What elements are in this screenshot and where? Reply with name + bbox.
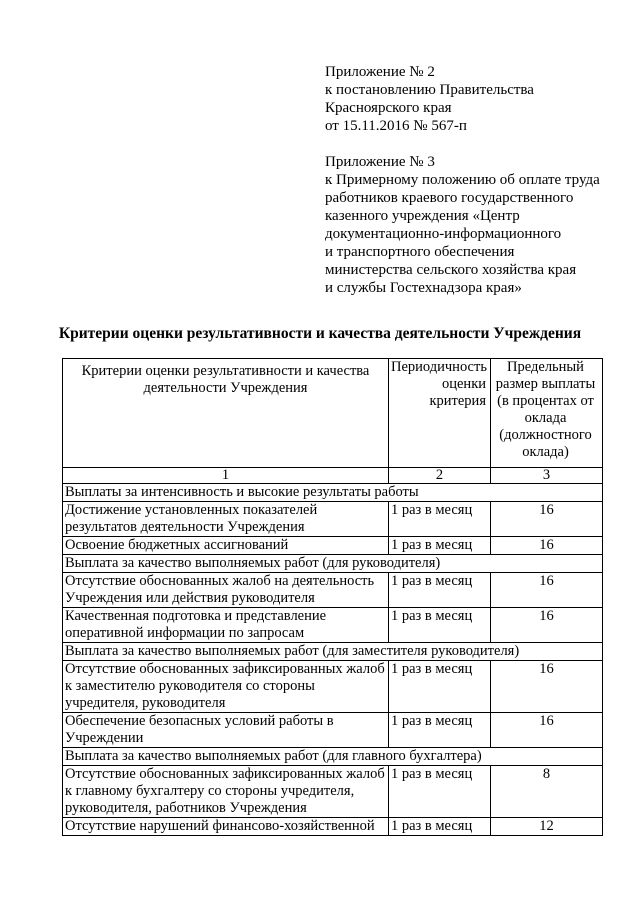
- period-cell: 1 раз в месяц: [389, 537, 491, 555]
- column-number-row: [63, 468, 603, 484]
- table-row: [63, 713, 603, 748]
- annex-3-line: документационно-информационного: [325, 226, 562, 242]
- table-header-row: [63, 359, 603, 468]
- header-periodicity: Периодичность оценки критерия: [389, 359, 491, 468]
- annex-2-line: от 15.11.2016 № 567-п: [325, 118, 467, 134]
- criterion-cell: Достижение установленных показателей результатов деятельности Учреждения: [63, 502, 389, 537]
- period-cell: 1 раз в месяц: [389, 661, 491, 713]
- annex-3-line: к Примерному положению об оплате труда: [325, 172, 600, 188]
- header-criteria: Критерии оценки результативности и качества деятельности Учреждения: [63, 359, 389, 468]
- value-cell: 16: [491, 608, 603, 643]
- header-max-payment: Предельный размер выплаты (в процентах от оклада (должностного оклада): [491, 359, 603, 468]
- value-cell: 16: [491, 502, 603, 537]
- section-title: Выплата за качество выполняемых работ (для заместителя руководителя): [63, 643, 603, 661]
- annex-3-line: казенного учреждения «Центр: [325, 208, 520, 224]
- period-cell: 1 раз в месяц: [389, 766, 491, 818]
- period-cell: 1 раз в месяц: [389, 713, 491, 748]
- value-cell: 16: [491, 713, 603, 748]
- criterion-cell: Отсутствие обоснованных зафиксированных жалоб к заместителю руководителя со стороны учредителя, руководителя: [63, 661, 389, 713]
- criterion-cell: Отсутствие обоснованных жалоб на деятельность Учреждения или действия руководителя: [63, 573, 389, 608]
- annex-3-block: [325, 153, 600, 297]
- value-cell: 16: [491, 537, 603, 555]
- criteria-table: [62, 358, 603, 836]
- value-cell: 16: [491, 573, 603, 608]
- annex-2-block: [325, 63, 534, 135]
- table-row: [63, 766, 603, 818]
- annex-3-line: министерства сельского хозяйства края: [325, 262, 577, 278]
- annex-3-line: Приложение № 3: [325, 154, 435, 170]
- period-cell: 1 раз в месяц: [389, 502, 491, 537]
- criterion-cell: Отсутствие нарушений финансово-хозяйственной: [63, 818, 389, 836]
- column-number: 1: [63, 468, 389, 484]
- annex-2-line: Приложение № 2: [325, 64, 435, 80]
- annex-3-line: работников краевого государственного: [325, 190, 574, 206]
- section-title: Выплата за качество выполняемых работ (для главного бухгалтера): [63, 748, 603, 766]
- document-title: Критерии оценки результативности и качества деятельности Учреждения: [58, 325, 582, 342]
- section-title: Выплаты за интенсивность и высокие результаты работы: [63, 484, 603, 502]
- table-row: [63, 537, 603, 555]
- table-row: [63, 502, 603, 537]
- annex-2-line: к постановлению Правительства: [325, 82, 534, 98]
- section-row: [63, 748, 603, 766]
- column-number: 3: [491, 468, 603, 484]
- column-number: 2: [389, 468, 491, 484]
- section-title: Выплата за качество выполняемых работ (для руководителя): [63, 555, 603, 573]
- table-row: [63, 818, 603, 836]
- annex-3-line: и транспортного обеспечения: [325, 244, 515, 260]
- table-row: [63, 608, 603, 643]
- period-cell: 1 раз в месяц: [389, 608, 491, 643]
- annex-3-line: и службы Гостехнадзора края»: [325, 280, 522, 296]
- value-cell: 12: [491, 818, 603, 836]
- annex-2-line: Красноярского края: [325, 100, 452, 116]
- section-row: [63, 484, 603, 502]
- criterion-cell: Освоение бюджетных ассигнований: [63, 537, 389, 555]
- period-cell: 1 раз в месяц: [389, 573, 491, 608]
- criterion-cell: Обеспечение безопасных условий работы в Учреждении: [63, 713, 389, 748]
- section-row: [63, 643, 603, 661]
- criterion-cell: Отсутствие обоснованных зафиксированных жалоб к главному бухгалтеру со стороны учредителя, руководителя, работников Учреждения: [63, 766, 389, 818]
- value-cell: 16: [491, 661, 603, 713]
- criterion-cell: Качественная подготовка и представление оперативной информации по запросам: [63, 608, 389, 643]
- period-cell: 1 раз в месяц: [389, 818, 491, 836]
- section-row: [63, 555, 603, 573]
- table-row: [63, 661, 603, 713]
- table-row: [63, 573, 603, 608]
- value-cell: 8: [491, 766, 603, 818]
